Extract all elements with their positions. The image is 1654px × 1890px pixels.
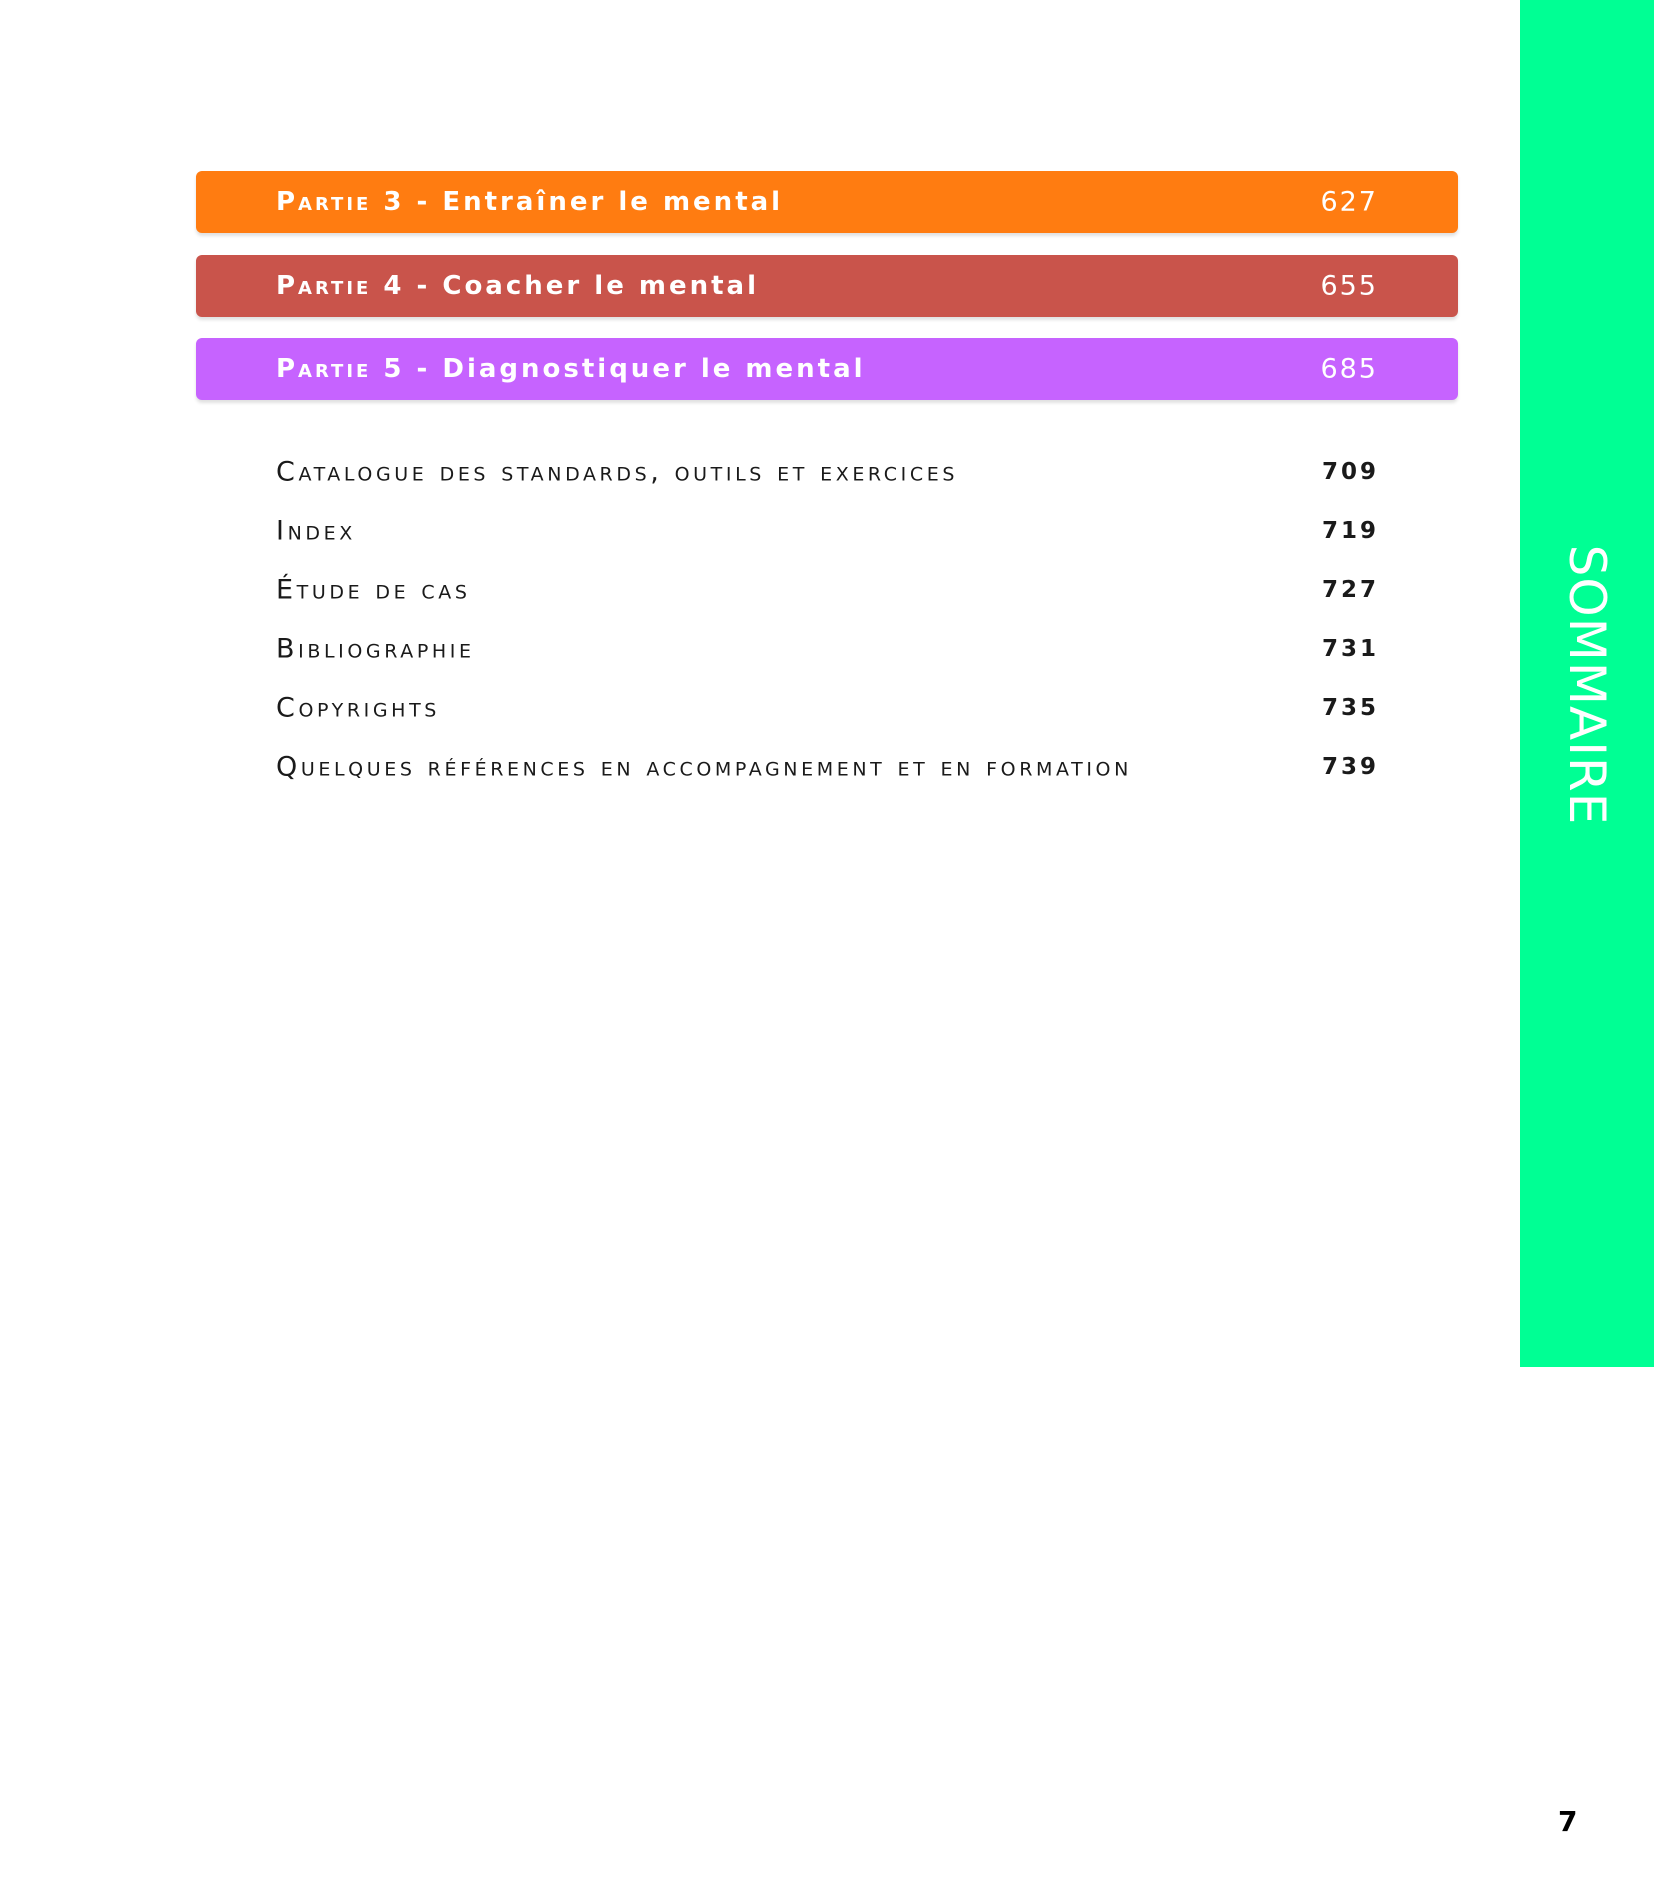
part-title-text: 3 - Entraîner le mental [383,187,784,217]
toc-entry-label: Bibliographie [276,633,475,665]
toc-entry-label: Quelques références en accompagnement et en formation [276,751,1132,783]
toc-entry-page: 735 [1321,695,1379,721]
toc-entry-label: Catalogue des standards, outils et exercices [276,456,958,488]
toc-entry-index[interactable] [276,509,1379,553]
part-page-number: 655 [1320,270,1378,302]
toc-entry-references[interactable] [276,745,1379,789]
part-bar-4[interactable] [196,255,1458,317]
toc-entry-page: 739 [1321,754,1379,780]
toc-entry-page: 709 [1321,459,1379,485]
toc-entry-copyrights[interactable] [276,686,1379,730]
side-tab [1520,0,1654,1367]
page-number: 7 [1558,1805,1578,1838]
toc-entry-label: Index [276,515,356,547]
side-tab-label: SOMMAIRE [1558,544,1616,826]
part-word: Partie [276,354,372,384]
part-word: Partie [276,271,372,301]
toc-entry-page: 719 [1321,518,1379,544]
part-title [276,187,783,217]
part-title-text: 5 - Diagnostiquer le mental [383,354,866,384]
toc-entry-label: Copyrights [276,692,440,724]
part-title [276,271,759,301]
part-title [276,354,866,384]
part-page-number: 627 [1320,186,1378,218]
part-word: Partie [276,187,372,217]
toc-entry-page: 731 [1321,636,1379,662]
toc-entry-label: Étude de cas [276,574,471,606]
part-page-number: 685 [1320,353,1378,385]
toc-entry-etude-de-cas[interactable] [276,568,1379,612]
toc-entry-bibliographie[interactable] [276,627,1379,671]
part-title-text: 4 - Coacher le mental [383,271,759,301]
toc-entry-catalogue[interactable] [276,450,1379,494]
part-bar-5[interactable] [196,338,1458,400]
part-bar-3[interactable] [196,171,1458,233]
toc-entry-page: 727 [1321,577,1379,603]
